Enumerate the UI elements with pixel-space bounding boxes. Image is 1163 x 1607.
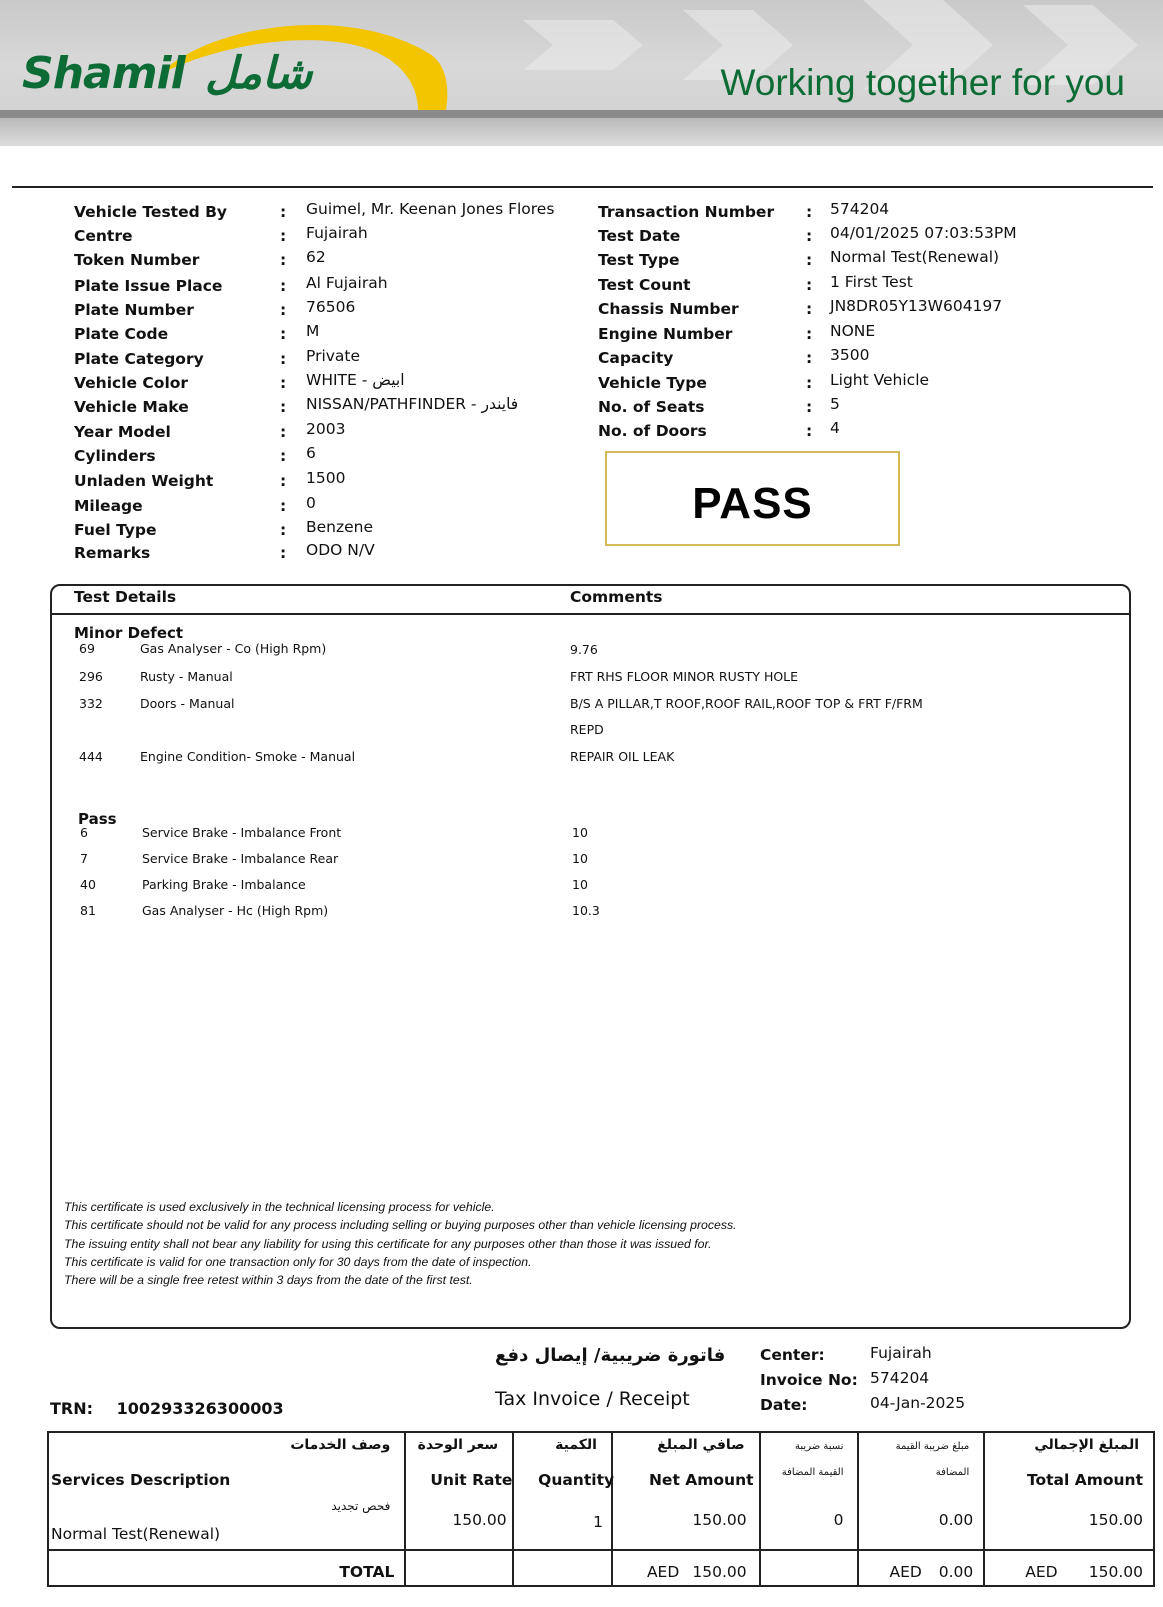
defect-code: 69 [79, 641, 95, 656]
field-label: Transaction Number [598, 203, 775, 221]
field-colon: : [806, 398, 813, 416]
field-colon: : [280, 227, 287, 245]
invoice-table [47, 1431, 1155, 1587]
total-label-cell [48, 1550, 405, 1586]
field-label: Engine Number [598, 325, 733, 343]
field-value: 574204 [830, 200, 890, 218]
net-header: Net Amount [648, 1471, 754, 1489]
line-net: 150.00 [692, 1511, 747, 1529]
field-label: Mileage [74, 497, 143, 515]
brand-name-ar: شامل [205, 48, 313, 99]
center-value: Fujairah [870, 1344, 932, 1362]
field-colon: : [280, 277, 287, 295]
field-colon: : [806, 349, 813, 367]
total-header: Total Amount [1026, 1471, 1143, 1489]
pass-name: Parking Brake - Imbalance [142, 877, 306, 892]
field-colon: : [806, 422, 813, 440]
field-label: Vehicle Type [598, 374, 707, 392]
field-label: No. of Seats [598, 398, 705, 416]
rate-header: Unit Rate [430, 1471, 513, 1489]
field-label: Plate Category [74, 350, 204, 368]
invoice-no-label: Invoice No: [760, 1371, 858, 1389]
invoice-title: Tax Invoice / Receipt [495, 1388, 690, 1410]
top-rule [12, 186, 1153, 188]
field-colon: : [280, 203, 287, 221]
invoice-total-row [48, 1550, 1154, 1586]
field-value: NONE [830, 322, 876, 340]
total-vat: 0.00 [938, 1563, 974, 1581]
field-value: Private [306, 347, 361, 365]
defect-name: Engine Condition- Smoke - Manual [140, 749, 356, 764]
field-label: Test Date [598, 227, 681, 245]
field-value: Light Vehicle [830, 371, 930, 389]
field-colon: : [280, 497, 287, 515]
field-label: Vehicle Tested By [74, 203, 228, 221]
result-status: PASS [692, 479, 813, 528]
col-net-amount [612, 1432, 760, 1550]
field-label: Test Type [598, 251, 680, 269]
desc-header-ar: وصف الخدمات [290, 1437, 391, 1453]
total-amount-cell [984, 1550, 1154, 1586]
test-details-header: Test Details [74, 588, 177, 606]
field-value: 5 [830, 395, 840, 413]
field-label: Vehicle Color [74, 374, 189, 392]
total-net-cell [612, 1550, 760, 1586]
field-colon: : [806, 300, 813, 318]
disclaimer-line: This certificate is valid for one transaction only for 30 days from the date of inspection. [64, 1254, 532, 1269]
pass-name: Service Brake - Imbalance Rear [142, 851, 339, 866]
field-value: 0 [306, 494, 316, 512]
field-label: Fuel Type [74, 521, 157, 539]
field-colon: : [280, 350, 287, 368]
field-label: Token Number [74, 251, 200, 269]
field-colon: : [280, 398, 287, 416]
line-desc: Normal Test(Renewal) [51, 1525, 221, 1543]
field-colon: : [280, 544, 287, 562]
col-description [48, 1432, 405, 1550]
field-colon: : [280, 301, 287, 319]
field-value: 62 [306, 248, 326, 266]
field-value: Al Fujairah [306, 274, 388, 292]
disclaimer-line: This certificate is used exclusively in the technical licensing process for vehicle. [64, 1200, 495, 1214]
rate-header-ar: سعر الوحدة [417, 1437, 499, 1453]
field-colon: : [280, 423, 287, 441]
test-details-panel [50, 584, 1131, 1329]
invoice-title-ar: فاتورة ضريبية/ إيصال دفع [495, 1345, 726, 1366]
total-empty-3 [760, 1550, 859, 1586]
comments-header: Comments [570, 588, 663, 606]
vat-amount-header-ar-1: مبلغ ضريبة القيمة [895, 1441, 970, 1452]
field-value: 04/01/2025 07:03:53PM [830, 224, 1017, 242]
total-amount: 150.00 [1088, 1563, 1143, 1581]
field-value: Benzene [306, 518, 374, 536]
field-label: Test Count [598, 276, 691, 294]
field-label: Capacity [598, 349, 674, 367]
net-header-ar: صافي المبلغ [657, 1437, 745, 1453]
header-divider [52, 613, 1129, 615]
total-header-ar: المبلغ الإجمالي [1034, 1437, 1139, 1453]
field-colon: : [280, 374, 287, 392]
defect-code: 444 [79, 749, 103, 764]
total-empty-2 [513, 1550, 612, 1586]
field-value: M [306, 322, 320, 340]
desc-header: Services Description [51, 1471, 231, 1489]
field-value: 2003 [306, 420, 346, 438]
field-colon: : [806, 227, 813, 245]
field-colon: : [280, 472, 287, 490]
pass-code: 40 [80, 877, 96, 892]
col-quantity [513, 1432, 615, 1550]
field-colon: : [280, 521, 287, 539]
invoice-no-value: 574204 [870, 1369, 930, 1387]
field-colon: : [806, 203, 813, 221]
field-label: Remarks [74, 544, 151, 562]
field-label: Plate Issue Place [74, 277, 223, 295]
date-value: 04-Jan-2025 [870, 1394, 966, 1412]
header-band [0, 118, 1163, 146]
line-vat-rate: 0 [833, 1511, 844, 1529]
field-value: 76506 [306, 298, 356, 316]
field-value: 3500 [830, 346, 870, 364]
total-label: TOTAL [339, 1563, 395, 1581]
invoice-header-row [48, 1432, 1154, 1550]
defect-code: 332 [79, 696, 103, 711]
field-value: JN8DR05Y13W604197 [830, 297, 1003, 315]
field-label: Cylinders [74, 447, 156, 465]
field-value: Normal Test(Renewal) [830, 248, 1000, 266]
total-net: 150.00 [692, 1563, 747, 1581]
col-unit-rate [405, 1432, 513, 1550]
invoice-meta [760, 1346, 1140, 1426]
total-empty-1 [405, 1550, 513, 1586]
pass-title: Pass [78, 810, 117, 828]
field-colon: : [806, 276, 813, 294]
field-value: 1500 [306, 469, 346, 487]
defect-name: Rusty - Manual [140, 669, 233, 684]
field-label: Plate Code [74, 325, 169, 343]
line-vat-amount: 0.00 [938, 1511, 974, 1529]
field-value: Fujairah [306, 224, 368, 242]
qty-header-ar: الكمية [555, 1437, 597, 1453]
field-value: Guimel, Mr. Keenan Jones Flores [306, 200, 555, 218]
col-vat-amount [858, 1432, 984, 1550]
field-colon: : [806, 251, 813, 269]
field-label: Unladen Weight [74, 472, 214, 490]
header-divider [0, 110, 1163, 118]
field-value: WHITE - ابيض [306, 371, 405, 389]
tagline: Working together for you [720, 62, 1125, 103]
pass-comment: 10 [572, 877, 588, 892]
qty-header: Quantity [538, 1471, 615, 1489]
field-value: NISSAN/PATHFINDER - فايندر [306, 395, 519, 413]
trn [50, 1399, 284, 1418]
pass-code: 6 [80, 825, 88, 840]
field-value: ODO N/V [306, 541, 375, 559]
pass-comment: 10.3 [572, 903, 600, 918]
defect-name: Doors - Manual [140, 696, 235, 711]
field-value: 6 [306, 444, 316, 462]
pass-name: Gas Analyser - Hc (High Rpm) [142, 903, 329, 918]
defect-comment: REPAIR OIL LEAK [570, 749, 675, 764]
field-colon: : [806, 325, 813, 343]
field-label: Centre [74, 227, 133, 245]
date-label: Date: [760, 1396, 808, 1414]
defect-comment: 9.76 [570, 642, 598, 657]
defect-name: Gas Analyser - Co (High Rpm) [140, 641, 327, 656]
line-total: 150.00 [1088, 1511, 1143, 1529]
vat-rate-header-ar-1: نسبة ضريبة [795, 1441, 844, 1452]
trn-value: 100293326300003 [116, 1399, 284, 1418]
field-label: Year Model [74, 423, 171, 441]
col-total-amount [984, 1432, 1154, 1550]
defect-comment: B/S A PILLAR,T ROOF,ROOF RAIL,ROOF TOP & FRT F/FRM [570, 696, 923, 711]
defect-code: 296 [79, 669, 103, 684]
defect-comment: FRT RHS FLOOR MINOR RUSTY HOLE [570, 669, 799, 684]
defect-comment-cont: REPD [570, 722, 604, 737]
field-value: 1 First Test [830, 273, 913, 291]
center-label: Center: [760, 1346, 825, 1364]
vat-rate-header-ar-2: القيمة المضافة [781, 1467, 844, 1478]
total-vat-currency: AED [889, 1563, 922, 1581]
page-header [0, 0, 1163, 146]
field-colon: : [280, 325, 287, 343]
brand-name-en: Shamil [22, 48, 185, 99]
pass-comment: 10 [572, 851, 588, 866]
vat-amount-header-ar-2: المضافة [935, 1467, 970, 1478]
field-colon: : [806, 374, 813, 392]
pass-code: 81 [80, 903, 96, 918]
disclaimer-line: This certificate should not be valid for any process including selling or buying purposes other than vehicle licensing process. [64, 1218, 737, 1233]
pass-comment: 10 [572, 825, 588, 840]
col-vat-rate [760, 1432, 859, 1550]
minor-defect-title: Minor Defect [74, 624, 184, 642]
total-net-currency: AED [646, 1563, 680, 1581]
field-label: Vehicle Make [74, 398, 189, 416]
brand-logo [22, 48, 312, 99]
field-colon: : [280, 251, 287, 269]
line-desc-ar: فحص تجديد [331, 1499, 391, 1513]
field-label: Plate Number [74, 301, 194, 319]
field-label: No. of Doors [598, 422, 707, 440]
total-vat-cell [858, 1550, 984, 1586]
disclaimer-line: There will be a single free retest within 3 days from the date of the first test. [64, 1273, 473, 1288]
pass-name: Service Brake - Imbalance Front [142, 825, 342, 840]
result-box [605, 451, 900, 546]
total-amount-currency: AED [1025, 1563, 1058, 1581]
trn-label: TRN: [50, 1399, 94, 1418]
line-rate: 150.00 [452, 1511, 507, 1529]
field-colon: : [280, 447, 287, 465]
pass-code: 7 [80, 851, 88, 866]
field-label: Chassis Number [598, 300, 739, 318]
line-qty: 1 [593, 1513, 603, 1531]
field-value: 4 [830, 419, 840, 437]
disclaimer-line: The issuing entity shall not bear any liability for using this certificate for any purposes other than those it was issued for. [64, 1236, 712, 1251]
